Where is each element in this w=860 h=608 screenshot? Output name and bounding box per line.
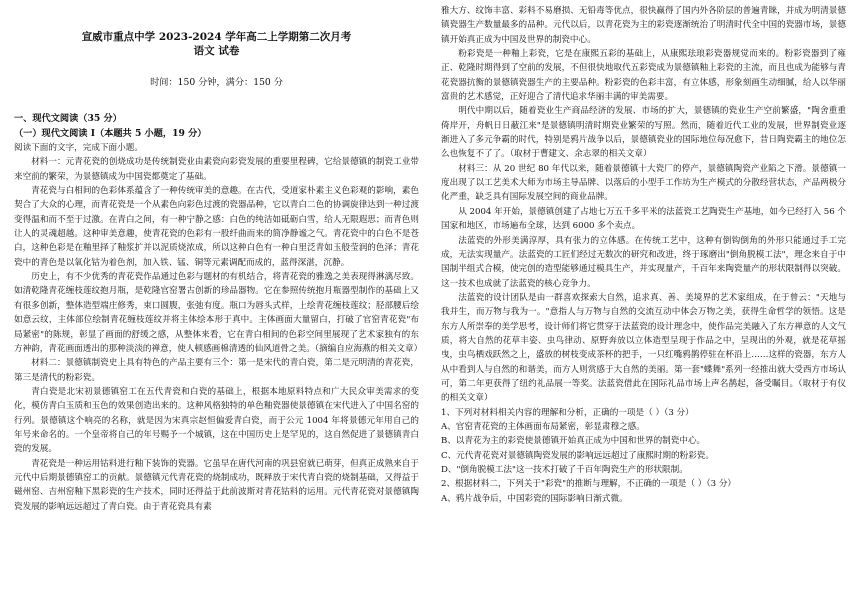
paragraph: 材料二：景德镇制瓷史上具有特色的产品主要有三个：第一是宋代的青白瓷，第二是元明清的青花瓷，第三是清代的粉彩瓷。 xyxy=(14,358,419,383)
paragraph: 青花瓷是一种运用钴料进行釉下装饰的瓷器。它虽早在唐代河南的巩县窑就已萌芽，但真正成熟来自于元代中后期景德镇窑工的贡献。景德镇元代青花瓷的烧制成功，既释放于宋代青白瓷的烧制基础，又得益于磁州窑、吉州窑釉下黑彩瓷的生产技术，同时还得益于此前波斯对青花钴料的运用。元代青花瓷对景德镇陶瓷发展的影响远远超过了青白瓷。由于青花瓷具有素 xyxy=(14,458,419,512)
question-stem: 2、根据材料二，下列关于"彩瓷"的推断与理解，不正确的一项是（ ）（3 分） xyxy=(441,479,737,490)
paragraph: 雅大方、纹饰丰富、彩料不易磨损、无铅毒等优点，很快赢得了国内外各阶层的普遍青睐，并成为明清景德镇瓷器生产数量最多的品种。元代以后，以青花瓷为主的彩瓷逐渐统治了明清时代全中国的瓷器市场，景德镇开始真正成为中国及世界的制瓷中心。 xyxy=(441,6,846,45)
question-option: C、元代青花瓷对景德镇陶瓷发展的影响远远超过了康熙时期的粉彩瓷。 xyxy=(441,450,714,461)
paragraph: 从 2004 年开始，景德镇创建了占地七万五千多平米的法蓝瓷工艺陶瓷生产基地，如今已经打入 56 个国家和地区，市场遍布全球，达到 6000 多个卖点。 xyxy=(441,206,846,232)
exam-subtitle: 语文 试卷 xyxy=(193,45,240,57)
paragraph: 青花瓷与白相间的色彩体系蕴含了一种传统审美的意趣。在古代，受道家朴素主义色彩观的影响，素色契合了大众的心理，而青花瓷是一个从素色向彩色过渡的瓷器品种，它以青白二色的协调旋律达到一种过渡变得温和而不至于过激。在青白之间，有一种宁静之感：白色的纯洁如砥砺白雪，给人无限遐思；而青色则让人的灵魂超越。这种审美意趣，使青花瓷的色彩有一股纤曲而来的简净静谧之气。青花瓷中的白色不是苍白，这种色彩是在釉里择了釉浆扩并以泥质烧浓成，所以这种白色有一种白里泛青如玉般莹润的色泽；青花瓷中的青色是以氧化钴为着色剂，加入铁、锰、铜等元素调配而成的，蓝得深湛，沉静。 xyxy=(14,186,419,268)
question-option: A、鸦片战争后，中国彩瓷的国际影响日渐式微。 xyxy=(441,493,628,504)
section-subheading: （一）现代文阅读 I（本题共 5 小题，19 分） xyxy=(14,127,207,139)
instruction: 阅读下面的文字，完成下面小题。 xyxy=(14,143,143,154)
paragraph: 材料一：元青花瓷的创烧成功是传统制瓷业由素瓷向彩瓷发展的重要里程碑，它给景德镇的制瓷工业带来空前的繁荣，为景德镇成为中国瓷都奠定了基础。 xyxy=(14,157,419,182)
paragraph: 法蓝瓷的设计团队是由一群喜欢探索大自然，追求真、善、美境界的艺术家组成，在于曾云："天地与我并生，而万物与我为一。"意指人与万物与自然的交流互动中体会万物之美，获得生命哲学的领悟。这是东方人所崇奉的美学思考，设计师们将它贯穿于法蓝瓷的设计理念中，使作品完美融入了东方禅意的人文气质，将大自然的花草丰姿、虫鸟律动、原野奔放以立体造型呈现于作品之中，呈现出的外观，就是花草摇曳，虫鸟栖戏跃然之上，盛放的树枝变成茶杯的把手，一只红嘴鸦鹊停驻在杯沿上……这样的瓷器，东方人从中看到人与自然的和谐美，而方人则赏感于大自然的美丽。第一套"蝶舞"系列一经推出就大受西方市场认可，第二年更获得了纽约礼品展一等奖。法蓝瓷借此在国际礼品市场上声名鹊起，备受瞩目。（取材于有仪的相关文章） xyxy=(441,292,846,404)
left-column xyxy=(14,0,423,514)
question-option: A、官窑青花瓷的主体画面布局紧密，彰显肃穆之感。 xyxy=(441,421,645,432)
paragraph: 材料三：从 20 世纪 80 年代以来，随着景德镇十大瓷厂的停产，景德镇陶瓷产业陷之下滑。景德镇一度出现了以工艺美术大师为市场主导品牌、以落后的小型手工作坊为生产模式的分散经营状态，产品两极分化严重，缺乏具有国际发展空间的商业品牌。 xyxy=(441,163,846,203)
paragraph: 历史上，有不少优秀的青花瓷作品通过色彩与题材的有机结合，将青花瓷的雅逸之美表现得淋漓尽致。如清乾隆青花缠枝莲纹抱月瓶，是乾隆官窑署古创新的珍品器物。它在参照传统抱月瓶器型制作的基础上又有很多创新，整体造型端庄修秀，束口圆腹，张弛有度。瓶口为唇头式样，上绘青花缠枝莲纹；胫部腰后绘如意云纹，主体部位绘制青花缠枝莲纹并将主体绘本形于真中。主体画面大量留白，打破了官窑青花瓷"布局紧密"的陈规，彰显了画面的舒缓之感，从整体来看，它在青白相间的色彩空间里展现了艺术家独有的东方神韵，青花画面透出的那种淡淡的禅意，使人顿感画棉清透的仙风道骨之美。（摘编自应海燕的相关文章） xyxy=(14,272,423,354)
paragraph: 明代中期以后，随着瓷业生产商品经济的发展、市场的扩大，景德镇的瓷业生产空前繁盛，"陶舍重重倚岸开，舟帆日日蔽江来"是景德镇明清时期瓷业繁荣的写照。然而，随着近代工业的发展，世界制瓷业逐渐进入了多元争霸的时代，特别是鸦片战争以后，景德镇瓷业的国际地位每况愈下，昔日陶瓷霸主的地位怎么也恢复不了了。（取材于曹建文、余志翠的相关文章） xyxy=(441,106,846,160)
exam-title: 宣威市重点中学 2023-2024 学年高二上学期第二次月考 xyxy=(81,31,352,43)
time-score: 时间：150 分钟，满分：150 分 xyxy=(150,77,283,88)
paragraph: 青白瓷是北宋初景德镇窑工在五代青瓷和白瓷的基础上，根据本地原料特点和广大民众审美需求的变化，模仿青白玉质和玉色的效果创造出来的。这种风格独特的单色釉瓷器使景德镇在宋代进入了中国名窑的行列。景德镇这个响亮的名称，就是因为宋真宗赵恒偏爱青白瓷，而于公元 1004 年将景德元年用自己的年号来命名的。一个皇帝将自己的年号赐予一个城镇，这在中国历史上是罕见的，这自然促进了景德镇青白瓷的发展。 xyxy=(14,386,419,455)
question-stem: 1、下列对材料相关内容的理解和分析，正确的一项是（ ）（3 分） xyxy=(441,407,694,418)
paragraph: 粉彩瓷是一种釉上彩瓷，它是在康熙五彩的基础上，从康熙珐琅彩瓷器规觉而来的。粉彩瓷器到了雍正、乾隆时期得到了空前的发展，不但很快地取代五彩瓷成为景德镇釉上彩瓷的主流，而且也成为能够与青花瓷器抗衡的景德镇瓷器生产的主要品种。粉彩瓷的色彩丰富，有立体感，形象刻画生动细腻，给人以华丽富贵的艺术感觉，正好迎合了清代追求华丽丰满的审美需要。 xyxy=(441,49,846,103)
paragraph: 法蓝瓷的外形美满淳厚，具有张力的立体感。在传统工艺中，这种有倒钩倒角的外形只能通过手工完成，无法实现量产。法蓝瓷的工匠们经过无数次的研究和改进，终于琢磨出"倒角脱模工法"，理念来自于中国制半组式合模，使完创的造型能够通过模具生产，并实现量产，千百年来陶瓷量产的形状限制得以突破。这一技术也成就了法蓝瓷的核心竞争力。 xyxy=(441,235,846,289)
right-column xyxy=(441,0,846,506)
question-option: D、"倒角脱模工法"这一技术打破了千百年陶瓷生产的形状限制。 xyxy=(441,465,688,475)
section-heading: 一、现代文阅读（35 分） xyxy=(14,113,122,125)
question-option: B、以青花为主的彩瓷使景德镇开始真正成为中国和世界的制瓷中心。 xyxy=(441,436,706,447)
